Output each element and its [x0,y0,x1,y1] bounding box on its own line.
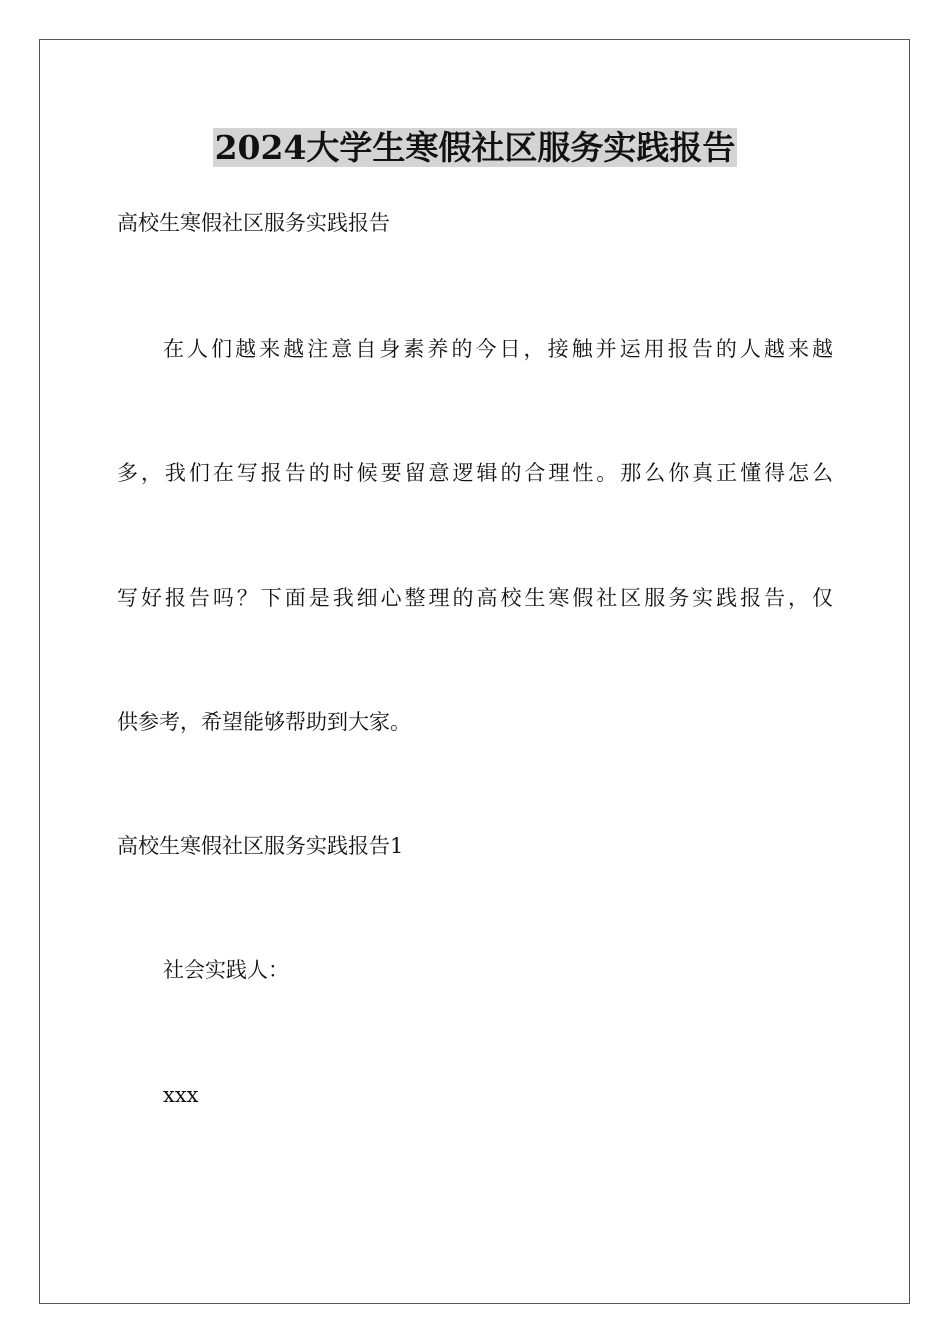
document-title [0,126,950,170]
intro-line-3: 写好报告吗？下面是我细心整理的高校生寒假社区服务实践报告，仅 [117,586,833,610]
section-heading: 高校生寒假社区服务实践报告1 [117,834,404,858]
document-title-text: 2024大学生寒假社区服务实践报告 [214,128,736,167]
intro-line-2: 多，我们在写报告的时候要留意逻辑的合理性。那么你真正懂得怎么 [117,461,833,485]
document-subtitle: 高校生寒假社区服务实践报告 [117,211,390,235]
intro-line-1: 在人们越来越注意自身素养的今日，接触并运用报告的人越来越 [163,337,833,361]
practitioner-label: 社会实践人： [163,958,289,982]
practitioner-name: xxx [163,1083,199,1107]
intro-line-4: 供参考，希望能够帮助到大家。 [117,710,411,734]
